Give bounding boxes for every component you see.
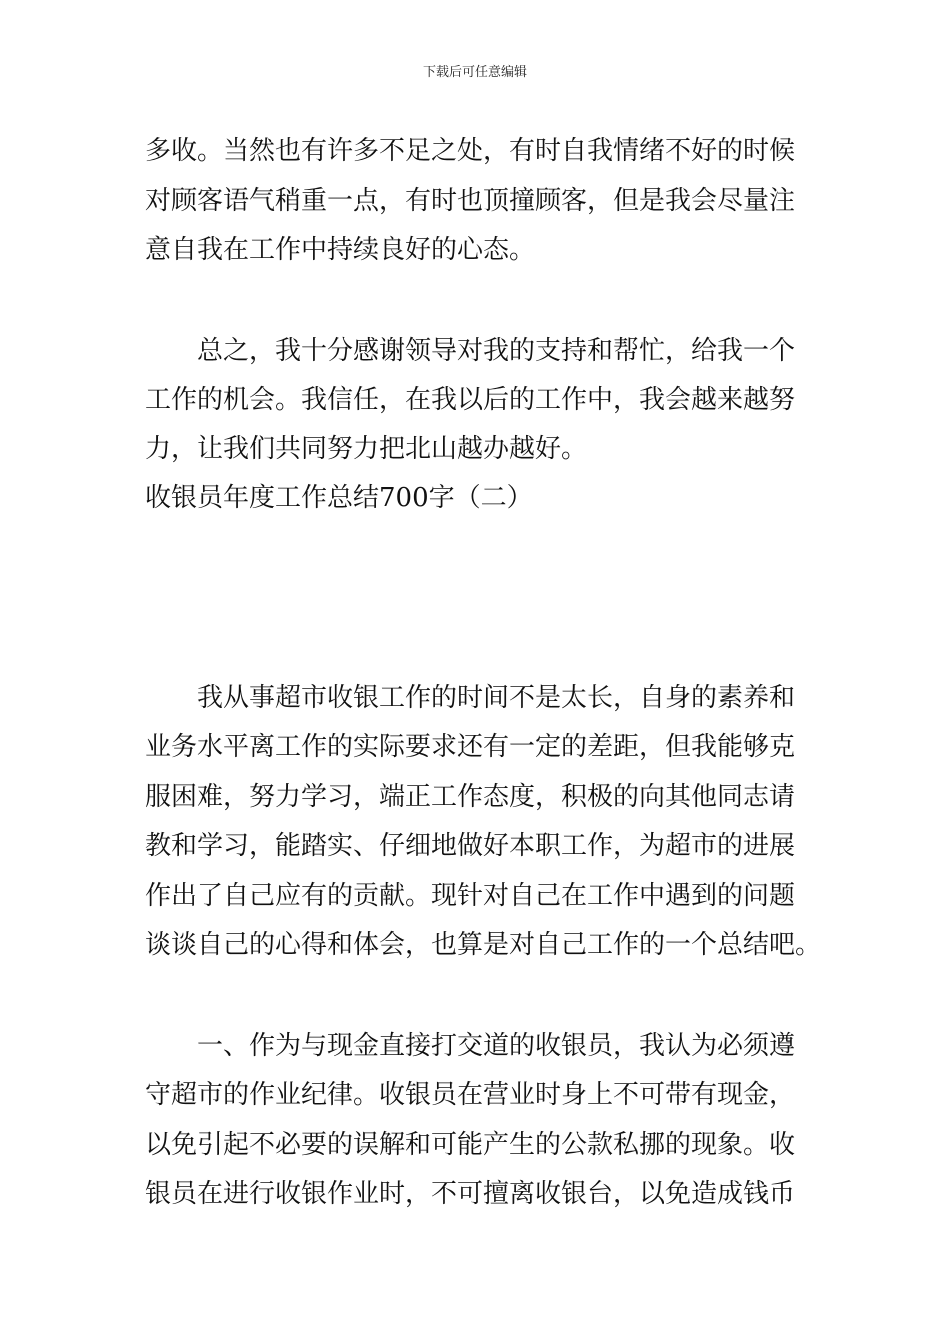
paragraph-line: 工作的机会。我信任，在我以后的工作中，我会越来越努: [145, 385, 796, 415]
paragraph-line: 服困难，努力学习，端正工作态度，积极的向其他同志请: [145, 782, 796, 812]
paragraph-line: 多收。当然也有许多不足之处，有时自我情绪不好的时候: [145, 136, 796, 166]
paragraph-line: 以免引起不必要的误解和可能产生的公款私挪的现象。收: [145, 1130, 796, 1160]
paragraph-line: 教和学习，能踏实、仔细地做好本职工作，为超市的进展: [145, 831, 796, 861]
paragraph-line: 力，让我们共同努力把北山越办越好。: [145, 434, 588, 464]
paragraph-line: 银员在进行收银作业时，不可擅离收银台，以免造成钱币: [145, 1179, 796, 1209]
paragraph-line: 总之，我十分感谢领导对我的支持和帮忙，给我一个: [197, 336, 796, 366]
paragraph-line: 一、作为与现金直接打交道的收银员，我认为必须遵: [197, 1031, 796, 1061]
paragraph-line: 作出了自己应有的贡献。现针对自己在工作中遇到的问题: [145, 881, 796, 911]
paragraph-line: 我从事超市收银工作的时间不是太长，自身的素养和: [197, 683, 796, 713]
paragraph-line: 业务水平离工作的实际要求还有一定的差距，但我能够克: [145, 732, 796, 762]
paragraph-line: 意自我在工作中持续良好的心态。: [145, 235, 536, 265]
page-header-note: 下载后可任意编辑: [422, 65, 527, 80]
paragraph-line: 对顾客语气稍重一点，有时也顶撞顾客，但是我会尽量注: [145, 186, 796, 216]
paragraph-line: 谈谈自己的心得和体会，也算是对自己工作的一个总结吧。: [145, 930, 822, 960]
paragraph-line: 守超市的作业纪律。收银员在营业时身上不可带有现金，: [145, 1080, 796, 1110]
section-title: 收银员年度工作总结700字（二）: [145, 483, 533, 513]
